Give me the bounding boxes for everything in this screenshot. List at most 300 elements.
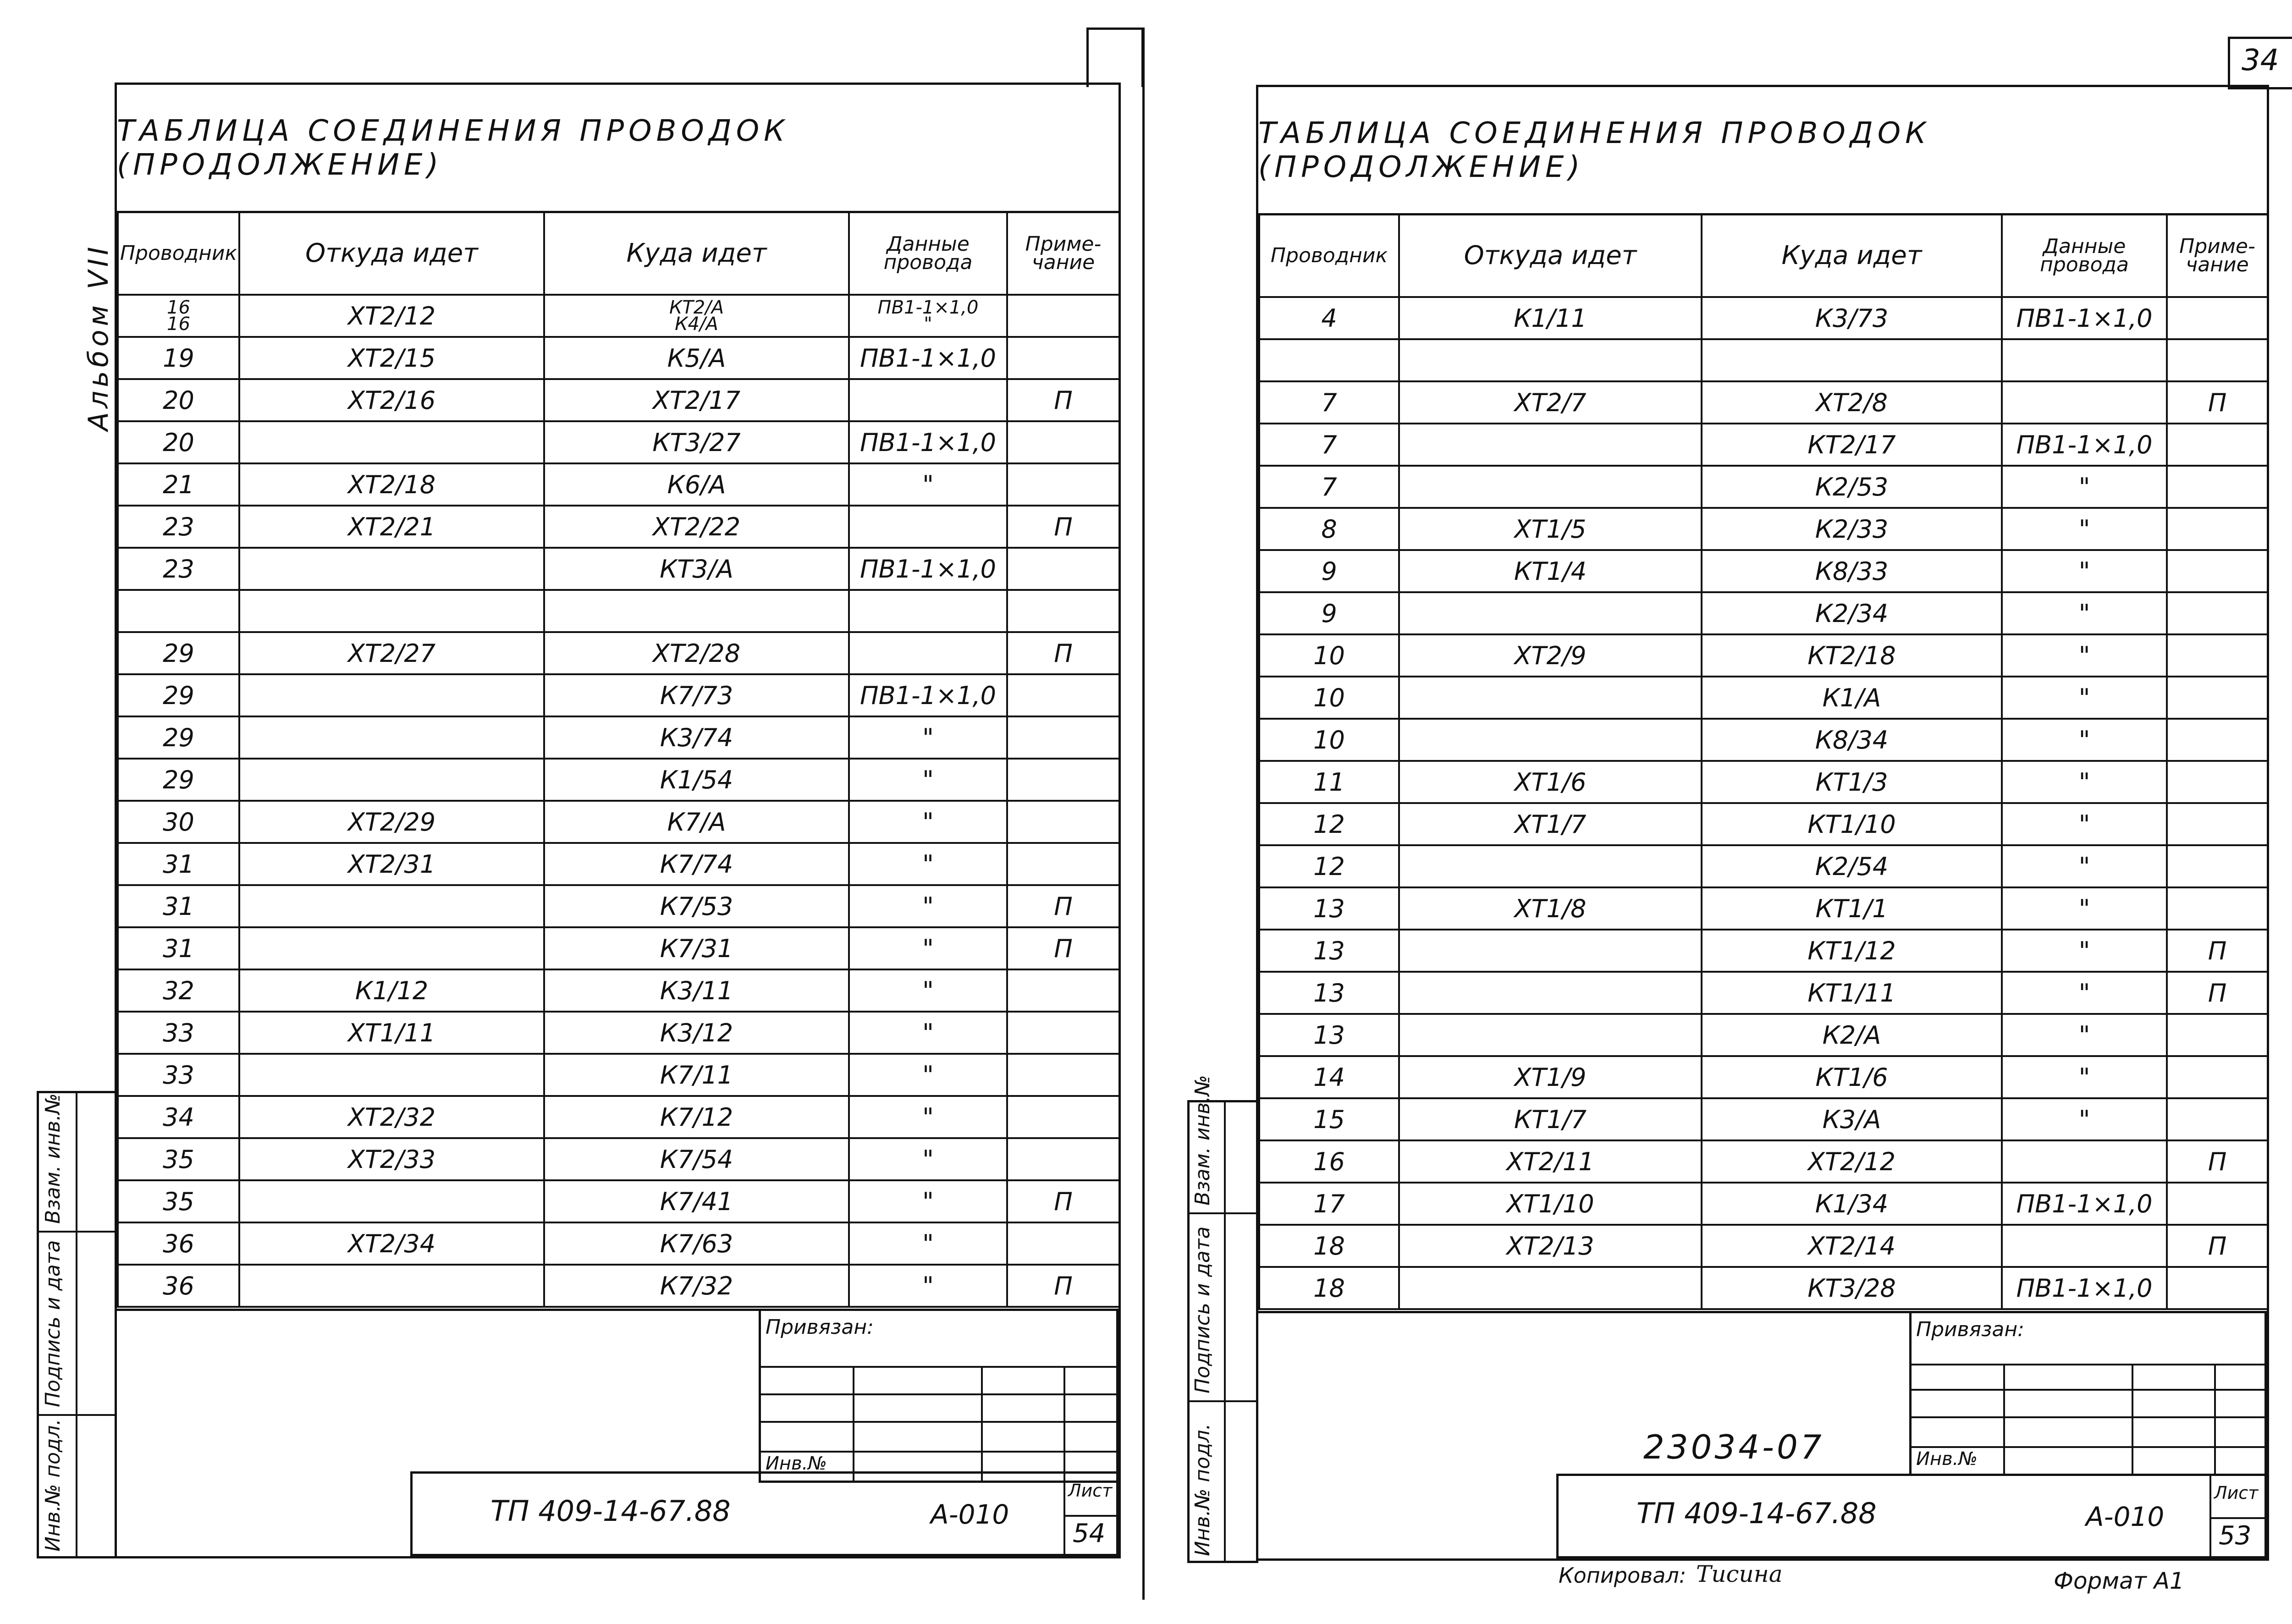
table-row xyxy=(118,801,1119,843)
cell-wire: 29 xyxy=(118,759,239,801)
cell-from: ХТ2/34 xyxy=(239,1222,544,1265)
cell-data xyxy=(849,590,1007,632)
table-row xyxy=(1259,297,2268,339)
table-row xyxy=(118,632,1119,674)
cell-note: П xyxy=(1007,1180,1119,1222)
cell-data: " xyxy=(849,1054,1007,1096)
right-inv-label: Инв.№ xyxy=(1916,1448,1978,1470)
table-row xyxy=(118,1054,1119,1096)
cell-to: К3/А xyxy=(1702,1098,2002,1140)
cell-wire: 16 xyxy=(1259,1140,1399,1183)
cell-data: " xyxy=(2002,677,2167,719)
cell-wire: 11 xyxy=(1259,761,1399,803)
left-inv-vzam: Взам. инв.№ xyxy=(41,1093,65,1224)
right-doc-code: ТП 409-14-67.88 xyxy=(1636,1497,1877,1530)
cell-note: П xyxy=(2167,1140,2268,1183)
cell-note xyxy=(2167,1014,2268,1056)
table-row xyxy=(1259,845,2268,887)
cell-note xyxy=(1007,1138,1119,1180)
col-header-data-1: Данные xyxy=(887,232,970,256)
cell-to: КТ1/6 xyxy=(1702,1056,2002,1098)
cell-from: ХТ2/7 xyxy=(1399,381,1702,424)
cell-note xyxy=(1007,969,1119,1012)
right-bound-label: Привязан: xyxy=(1916,1318,2024,1341)
cell-to: К6/А xyxy=(544,463,849,506)
table-row xyxy=(1259,508,2268,550)
table-row xyxy=(118,716,1119,759)
cell-from: ХТ2/32 xyxy=(239,1096,544,1138)
table-row xyxy=(118,843,1119,885)
cell-note: П xyxy=(1007,632,1119,674)
left-stamp xyxy=(410,1471,1118,1556)
cell-to xyxy=(1702,339,2002,381)
cell-data: " xyxy=(2002,761,2167,803)
cell-wire: 14 xyxy=(1259,1056,1399,1098)
cell-from xyxy=(239,548,544,590)
cell-data: ПВ1-1×1,0 xyxy=(849,421,1007,463)
cell-wire: 29 xyxy=(118,674,239,716)
cell-from xyxy=(239,1054,544,1096)
cell-to: ХТ2/22 xyxy=(544,506,849,548)
cell-to: КТ1/11 xyxy=(1702,972,2002,1014)
cell-from: ХТ2/33 xyxy=(239,1138,544,1180)
cell-from xyxy=(1399,845,1702,887)
cell-data: " xyxy=(849,1222,1007,1265)
cell-to: ХТ2/8 xyxy=(1702,381,2002,424)
table-row xyxy=(1259,339,2268,381)
table-row xyxy=(1259,1140,2268,1183)
table-row xyxy=(1259,592,2268,634)
cell-from xyxy=(1399,592,1702,634)
table-row xyxy=(118,295,1119,337)
cell-wire: 23 xyxy=(118,548,239,590)
table-row xyxy=(1259,550,2268,592)
cell-data xyxy=(2002,1225,2167,1267)
cell-from: ХТ2/11 xyxy=(1399,1140,1702,1183)
col-header-data-1: Данные xyxy=(2043,235,2126,259)
cell-data: ПВ1-1×1,0 xyxy=(2002,297,2167,339)
cell-data: " xyxy=(2002,508,2167,550)
cell-to-line-2: К4/А xyxy=(675,314,718,335)
cell-wire xyxy=(118,295,239,337)
cell-to xyxy=(544,590,849,632)
left-sheet-no: 54 xyxy=(1073,1519,1106,1548)
col-header-to: Куда идет xyxy=(544,212,849,295)
cell-note xyxy=(2167,297,2268,339)
table-row xyxy=(118,1096,1119,1138)
cell-note xyxy=(1007,716,1119,759)
cell-data: " xyxy=(2002,1014,2167,1056)
cell-from: ХТ2/9 xyxy=(1399,634,1702,677)
cell-data: ПВ1-1×1,0 xyxy=(849,548,1007,590)
cell-data: " xyxy=(2002,719,2167,761)
table-row xyxy=(118,1265,1119,1307)
cell-to: К3/74 xyxy=(544,716,849,759)
cell-from xyxy=(239,885,544,927)
table-row xyxy=(118,885,1119,927)
cell-from: ХТ1/6 xyxy=(1399,761,1702,803)
col-header-data xyxy=(2002,215,2167,297)
cell-wire: 10 xyxy=(1259,634,1399,677)
cell-from xyxy=(239,674,544,716)
cell-wire: 9 xyxy=(1259,550,1399,592)
cell-data: " xyxy=(849,843,1007,885)
center-divider xyxy=(1142,28,1145,1600)
cell-wire: 33 xyxy=(118,1012,239,1054)
cell-to: К1/54 xyxy=(544,759,849,801)
cell-wire: 23 xyxy=(118,506,239,548)
cell-wire: 31 xyxy=(118,885,239,927)
cell-to: К2/33 xyxy=(1702,508,2002,550)
cell-note xyxy=(2167,592,2268,634)
cell-note xyxy=(1007,421,1119,463)
copied-label: Копировал: xyxy=(1559,1563,1686,1588)
cell-to: К7/А xyxy=(544,801,849,843)
table-row xyxy=(1259,1056,2268,1098)
cell-wire: 19 xyxy=(118,337,239,379)
cell-data xyxy=(2002,1140,2167,1183)
cell-to: ХТ2/12 xyxy=(1702,1140,2002,1183)
cell-to: К7/32 xyxy=(544,1265,849,1307)
cell-note: П xyxy=(1007,927,1119,969)
table-row xyxy=(118,674,1119,716)
cell-from xyxy=(1399,466,1702,508)
cell-to: К1/34 xyxy=(1702,1183,2002,1225)
cell-wire: 7 xyxy=(1259,424,1399,466)
cell-data xyxy=(2002,381,2167,424)
cell-to: КТ1/1 xyxy=(1702,887,2002,930)
cell-from xyxy=(1399,339,1702,381)
cell-data xyxy=(849,632,1007,674)
table-row xyxy=(118,1180,1119,1222)
cell-to: КТ2/17 xyxy=(1702,424,2002,466)
cell-to: КТ3/А xyxy=(544,548,849,590)
cell-to: ХТ2/17 xyxy=(544,379,849,421)
col-header-from: Откуда идет xyxy=(239,212,544,295)
table-row xyxy=(118,548,1119,590)
cell-wire: 31 xyxy=(118,927,239,969)
cell-wire: 31 xyxy=(118,843,239,885)
cell-data: " xyxy=(2002,803,2167,845)
cell-wire: 7 xyxy=(1259,381,1399,424)
cell-data: " xyxy=(849,1265,1007,1307)
cell-wire: 13 xyxy=(1259,1014,1399,1056)
cell-data: " xyxy=(2002,887,2167,930)
cell-wire: 29 xyxy=(118,716,239,759)
cell-data: ПВ1-1×1,0 xyxy=(2002,424,2167,466)
left-bottom-area xyxy=(117,1309,1118,1556)
cell-wire: 7 xyxy=(1259,466,1399,508)
cell-note xyxy=(1007,548,1119,590)
cell-note xyxy=(1007,337,1119,379)
cell-note xyxy=(1007,463,1119,506)
cell-to: К3/12 xyxy=(544,1012,849,1054)
cell-from: ХТ2/27 xyxy=(239,632,544,674)
format-label: Формат А1 xyxy=(2054,1568,2184,1594)
left-doc-mark: А-010 xyxy=(931,1499,1009,1530)
table-row xyxy=(1259,761,2268,803)
cell-from: ХТ2/18 xyxy=(239,463,544,506)
cell-to: К2/53 xyxy=(1702,466,2002,508)
cell-wire: 18 xyxy=(1259,1267,1399,1309)
cell-to: К7/74 xyxy=(544,843,849,885)
cell-to: КТ1/3 xyxy=(1702,761,2002,803)
cell-from: ХТ1/11 xyxy=(239,1012,544,1054)
col-header-note xyxy=(2167,215,2268,297)
cell-note: П xyxy=(1007,885,1119,927)
cell-to: К7/54 xyxy=(544,1138,849,1180)
cell-note xyxy=(1007,1096,1119,1138)
cell-from xyxy=(239,759,544,801)
cell-note xyxy=(2167,424,2268,466)
cell-wire: 36 xyxy=(118,1222,239,1265)
cell-from xyxy=(1399,677,1702,719)
cell-to xyxy=(544,295,849,337)
cell-note xyxy=(2167,1056,2268,1098)
left-table-title: ТАБЛИЦА СОЕДИНЕНИЯ ПРОВОДОК (ПРОДОЛЖЕНИЕ) xyxy=(117,85,1118,213)
table-row xyxy=(118,463,1119,506)
col-header-wire: Проводник xyxy=(1259,215,1399,297)
cell-to: К8/34 xyxy=(1702,719,2002,761)
cell-note xyxy=(2167,845,2268,887)
cell-data: " xyxy=(2002,930,2167,972)
cell-wire xyxy=(118,590,239,632)
cell-wire: 36 xyxy=(118,1265,239,1307)
cell-wire: 12 xyxy=(1259,845,1399,887)
cell-wire: 21 xyxy=(118,463,239,506)
cell-to: К7/73 xyxy=(544,674,849,716)
cell-from: ХТ1/5 xyxy=(1399,508,1702,550)
cell-from: ХТ2/16 xyxy=(239,379,544,421)
table-row xyxy=(1259,803,2268,845)
right-table-title: ТАБЛИЦА СОЕДИНЕНИЯ ПРОВОДОК (ПРОДОЛЖЕНИЕ) xyxy=(1258,87,2267,215)
cell-from xyxy=(1399,719,1702,761)
cell-to-line-1: КТ2/А xyxy=(669,297,724,318)
cell-from: ХТ2/15 xyxy=(239,337,544,379)
cell-note xyxy=(2167,466,2268,508)
col-header-note-1: Приме- xyxy=(2179,235,2255,259)
table-row xyxy=(1259,1098,2268,1140)
cell-from: КТ1/4 xyxy=(1399,550,1702,592)
table-row xyxy=(1259,677,2268,719)
cell-from xyxy=(239,1265,544,1307)
cell-to: КТ1/10 xyxy=(1702,803,2002,845)
copied-signature: Тисина xyxy=(1696,1561,1783,1587)
cell-data: ПВ1-1×1,0 xyxy=(849,674,1007,716)
cell-to: К7/53 xyxy=(544,885,849,927)
cell-data xyxy=(849,506,1007,548)
left-sheet-label: Лист xyxy=(1068,1481,1113,1501)
cell-to: ХТ2/28 xyxy=(544,632,849,674)
cell-wire: 8 xyxy=(1259,508,1399,550)
cell-data xyxy=(849,295,1007,337)
cell-wire: 20 xyxy=(118,379,239,421)
cell-note xyxy=(1007,801,1119,843)
cell-to: К7/41 xyxy=(544,1180,849,1222)
cell-wire: 13 xyxy=(1259,972,1399,1014)
col-header-from: Откуда идет xyxy=(1399,215,1702,297)
cell-note xyxy=(2167,1267,2268,1309)
cell-note xyxy=(2167,803,2268,845)
table-row xyxy=(1259,972,2268,1014)
cell-wire: 30 xyxy=(118,801,239,843)
cell-wire: 13 xyxy=(1259,887,1399,930)
cell-from xyxy=(239,421,544,463)
cell-to: ХТ2/14 xyxy=(1702,1225,2002,1267)
page-number: 34 xyxy=(2242,44,2279,77)
cell-to: К3/73 xyxy=(1702,297,2002,339)
cell-data: ПВ1-1×1,0 xyxy=(2002,1183,2167,1225)
right-stamp xyxy=(1556,1474,2267,1558)
cell-wire: 35 xyxy=(118,1180,239,1222)
cell-wire: 32 xyxy=(118,969,239,1012)
cell-data-line-2: " xyxy=(924,314,932,335)
cell-note: П xyxy=(1007,1265,1119,1307)
cell-to: КТ3/28 xyxy=(1702,1267,2002,1309)
cell-note xyxy=(1007,759,1119,801)
col-header-data-2: провода xyxy=(883,251,973,274)
cell-from: ХТ2/29 xyxy=(239,801,544,843)
right-doc-mark: А-010 xyxy=(2086,1501,2165,1532)
cell-to: К5/А xyxy=(544,337,849,379)
cell-note xyxy=(2167,887,2268,930)
table-row xyxy=(1259,930,2268,972)
cell-wire: 17 xyxy=(1259,1183,1399,1225)
table-row xyxy=(118,1222,1119,1265)
cell-wire: 12 xyxy=(1259,803,1399,845)
cell-wire: 18 xyxy=(1259,1225,1399,1267)
cell-data: " xyxy=(849,1096,1007,1138)
cell-data xyxy=(2002,339,2167,381)
cell-note xyxy=(1007,674,1119,716)
cell-data: " xyxy=(849,1138,1007,1180)
table-row xyxy=(118,590,1119,632)
cell-data: " xyxy=(849,801,1007,843)
cell-from: К1/11 xyxy=(1399,297,1702,339)
cell-note xyxy=(2167,1183,2268,1225)
cell-wire: 33 xyxy=(118,1054,239,1096)
cell-from xyxy=(239,716,544,759)
col-header-note xyxy=(1007,212,1119,295)
table-row xyxy=(118,969,1119,1012)
cell-note xyxy=(2167,508,2268,550)
cell-from xyxy=(1399,424,1702,466)
cell-from xyxy=(239,1180,544,1222)
cell-to: КТ1/12 xyxy=(1702,930,2002,972)
cell-note xyxy=(2167,550,2268,592)
cell-data: " xyxy=(849,1180,1007,1222)
cell-to: К3/11 xyxy=(544,969,849,1012)
left-doc-code: ТП 409-14-67.88 xyxy=(490,1494,731,1528)
cell-wire xyxy=(1259,339,1399,381)
table-row xyxy=(118,927,1119,969)
table-row xyxy=(1259,634,2268,677)
table-row xyxy=(1259,1225,2268,1267)
cell-wire: 29 xyxy=(118,632,239,674)
cell-wire: 15 xyxy=(1259,1098,1399,1140)
table-row xyxy=(118,379,1119,421)
cell-note xyxy=(2167,339,2268,381)
cell-to: К2/34 xyxy=(1702,592,2002,634)
cell-to: К7/31 xyxy=(544,927,849,969)
table-row xyxy=(1259,887,2268,930)
cell-data: " xyxy=(2002,592,2167,634)
col-header-data-2: провода xyxy=(2040,253,2129,276)
right-inv-vzam: Взам. инв.№ xyxy=(1191,1075,1214,1206)
cell-note: П xyxy=(1007,379,1119,421)
col-header-to: Куда идет xyxy=(1702,215,2002,297)
left-inv-orig: Инв.№ подл. xyxy=(41,1419,65,1552)
cell-note: П xyxy=(2167,1225,2268,1267)
table-row xyxy=(118,1012,1119,1054)
cell-data: " xyxy=(849,716,1007,759)
col-header-wire: Проводник xyxy=(118,212,239,295)
left-bound-label: Привязан: xyxy=(766,1316,874,1339)
cell-from xyxy=(239,927,544,969)
cell-from xyxy=(1399,1267,1702,1309)
cell-to: КТ3/27 xyxy=(544,421,849,463)
cell-to: К7/12 xyxy=(544,1096,849,1138)
cell-wire: 20 xyxy=(118,421,239,463)
cell-wire: 13 xyxy=(1259,930,1399,972)
cell-data: " xyxy=(849,1012,1007,1054)
table-row xyxy=(118,759,1119,801)
left-wires-table xyxy=(117,211,1120,1308)
table-row xyxy=(1259,719,2268,761)
table-row xyxy=(1259,1267,2268,1309)
table-row xyxy=(1259,1014,2268,1056)
right-bottom-area xyxy=(1258,1311,2267,1558)
cell-from: ХТ1/10 xyxy=(1399,1183,1702,1225)
right-handwritten-number: 23034-07 xyxy=(1643,1428,1824,1466)
cell-note: П xyxy=(2167,972,2268,1014)
cell-from xyxy=(1399,930,1702,972)
cell-note: П xyxy=(1007,506,1119,548)
right-sheet-label: Лист xyxy=(2214,1483,2259,1503)
album-label: Альбом VII xyxy=(83,243,115,431)
cell-data: " xyxy=(849,885,1007,927)
cell-to: К2/А xyxy=(1702,1014,2002,1056)
right-sign-date: Подпись и дата xyxy=(1191,1226,1214,1393)
cell-wire: 35 xyxy=(118,1138,239,1180)
cell-wire: 9 xyxy=(1259,592,1399,634)
cell-from: ХТ2/21 xyxy=(239,506,544,548)
cell-from: ХТ2/31 xyxy=(239,843,544,885)
cell-wire-line-2: 16 xyxy=(167,314,190,335)
cell-data: " xyxy=(2002,550,2167,592)
cell-data: ПВ1-1×1,0 xyxy=(2002,1267,2167,1309)
cell-note xyxy=(1007,1012,1119,1054)
cell-note xyxy=(1007,1054,1119,1096)
cell-note xyxy=(2167,1098,2268,1140)
cell-wire: 10 xyxy=(1259,719,1399,761)
right-inv-orig: Инв.№ подл. xyxy=(1191,1423,1214,1556)
cell-data xyxy=(849,379,1007,421)
cell-data: " xyxy=(2002,634,2167,677)
cell-to: К7/63 xyxy=(544,1222,849,1265)
cell-from: ХТ2/12 xyxy=(239,295,544,337)
cell-data: " xyxy=(2002,1098,2167,1140)
table-row xyxy=(1259,1183,2268,1225)
cell-data: ПВ1-1×1,0 xyxy=(849,337,1007,379)
table-row xyxy=(118,421,1119,463)
cell-wire-line-1: 16 xyxy=(167,297,190,318)
cell-note: П xyxy=(2167,930,2268,972)
table-row xyxy=(1259,424,2268,466)
cell-note xyxy=(1007,1222,1119,1265)
cell-data: " xyxy=(2002,1056,2167,1098)
right-wires-table xyxy=(1258,214,2269,1310)
